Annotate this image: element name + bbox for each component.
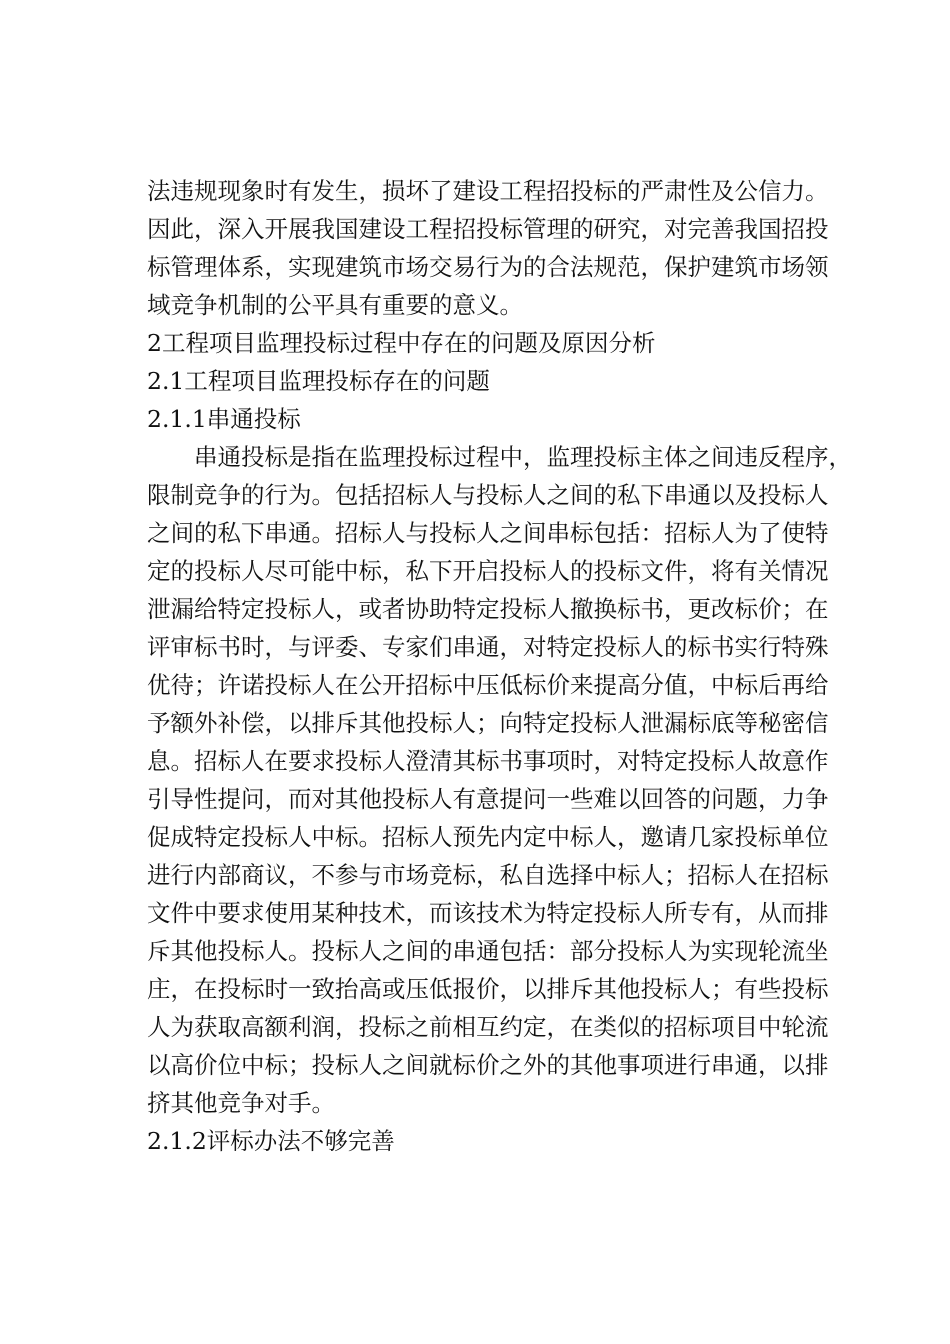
paragraph-line: 庄，在投标时一致抬高或压低报价，以排斥其他投标人；有些投标 [147,975,829,1003]
subsubsection-heading: 2.1.1串通投标 [147,405,301,433]
section-heading: 2工程项目监理投标过程中存在的问题及原因分析 [147,329,656,357]
paragraph-line: 予额外补偿，以排斥其他投标人；向特定投标人泄漏标底等秘密信 [147,709,829,737]
paragraph-line: 进行内部商议，不参与市场竞标，私自选择中标人；招标人在招标 [147,861,829,889]
paragraph-line: 促成特定投标人中标。招标人预先内定中标人，邀请几家投标单位 [147,823,829,851]
paragraph-line: 串通投标是指在监理投标过程中，监理投标主体之间违反程序， [147,443,852,471]
subsection-heading: 2.1工程项目监理投标存在的问题 [147,367,490,395]
paragraph-line: 斥其他投标人。投标人之间的串通包括：部分投标人为实现轮流坐 [147,937,829,965]
subsubsection-heading: 2.1.2评标办法不够完善 [147,1127,395,1155]
intro-line: 法违规现象时有发生，损坏了建设工程招投标的严肃性及公信力。 [147,177,829,205]
paragraph-line: 挤其他竞争对手。 [147,1089,335,1117]
intro-line: 域竞争机制的公平具有重要的意义。 [147,291,523,319]
paragraph-line: 文件中要求使用某种技术，而该技术为特定投标人所专有，从而排 [147,899,829,927]
paragraph-line: 之间的私下串通。招标人与投标人之间串标包括：招标人为了使特 [147,519,829,547]
paragraph-line: 评审标书时，与评委、专家们串通，对特定投标人的标书实行特殊 [147,633,829,661]
paragraph-line: 泄漏给特定投标人，或者协助特定投标人撤换标书，更改标价；在 [147,595,829,623]
paragraph-line: 定的投标人尽可能中标，私下开启投标人的投标文件，将有关情况 [147,557,829,585]
paragraph-line: 息。招标人在要求投标人澄清其标书事项时，对特定投标人故意作 [147,747,829,775]
paragraph-line: 以高价位中标；投标人之间就标价之外的其他事项进行串通，以排 [147,1051,829,1079]
intro-line: 标管理体系，实现建筑市场交易行为的合法规范，保护建筑市场领 [147,253,829,281]
paragraph-line: 引导性提问，而对其他投标人有意提问一些难以回答的问题，力争 [147,785,829,813]
document-body [147,172,852,1160]
paragraph-line: 优待；许诺投标人在公开招标中压低标价来提高分值，中标后再给 [147,671,829,699]
paragraph-line: 人为获取高额利润，投标之前相互约定，在类似的招标项目中轮流 [147,1013,829,1041]
paragraph-line: 限制竞争的行为。包括招标人与投标人之间的私下串通以及投标人 [147,481,829,509]
intro-line: 因此，深入开展我国建设工程招投标管理的研究，对完善我国招投 [147,215,829,243]
